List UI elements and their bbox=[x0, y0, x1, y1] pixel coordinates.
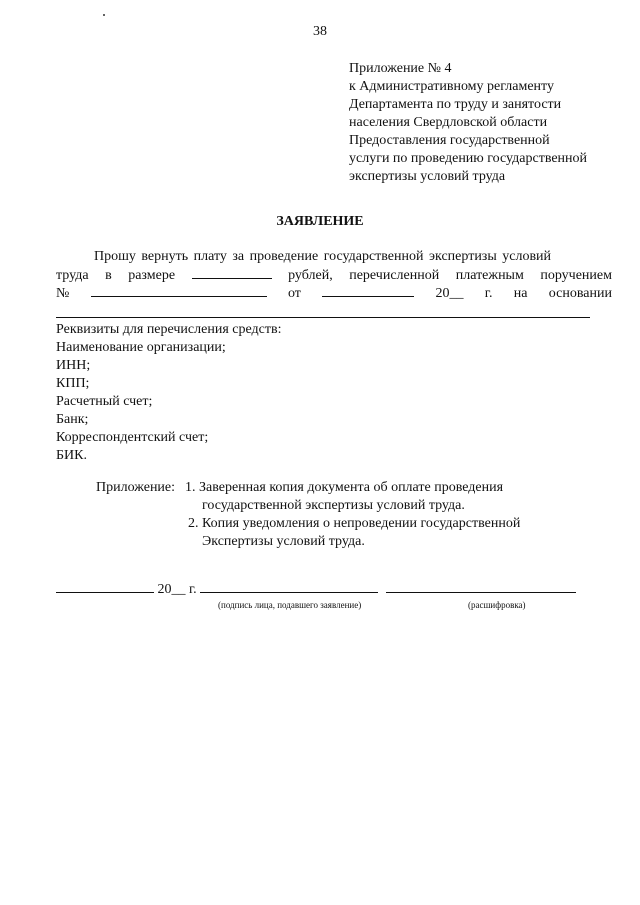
request-word: в bbox=[105, 268, 112, 283]
attachment-item: Экспертизы условий труда. bbox=[202, 534, 365, 549]
details-line: КПП; bbox=[56, 376, 90, 391]
appendix-line: Предоставления государственной bbox=[349, 133, 550, 148]
signature-blank[interactable] bbox=[200, 580, 378, 593]
attachment-item: государственной экспертизы условий труда. bbox=[202, 498, 465, 513]
basis-blank-line[interactable] bbox=[56, 317, 590, 318]
decoding-caption: (расшифровка) bbox=[468, 600, 526, 610]
details-line: Наименование организации; bbox=[56, 340, 226, 355]
details-line: ИНН; bbox=[56, 358, 91, 373]
attachments-list bbox=[185, 479, 520, 551]
details-line: БИК. bbox=[56, 448, 87, 463]
appendix-line: Департамента по труду и занятости bbox=[349, 97, 562, 112]
from-word: от bbox=[287, 286, 301, 301]
details-line: Реквизиты для перечисления средств: bbox=[56, 322, 282, 337]
signature-g: г. bbox=[189, 582, 197, 597]
appendix-line: экспертизы условий труда bbox=[349, 169, 506, 184]
attachment-item: 2. Копия уведомления о непроведении государственной bbox=[188, 516, 521, 531]
request-word: размере bbox=[128, 268, 176, 283]
request-word: платежным bbox=[455, 268, 524, 283]
attachment-item: 1. Заверенная копия документа об оплате проведения bbox=[185, 480, 504, 495]
details-line: Расчетный счет; bbox=[56, 394, 153, 409]
request-line-3 bbox=[56, 284, 612, 303]
appendix-line: услуги по проведению государственной bbox=[349, 151, 588, 166]
bank-details-list bbox=[56, 321, 281, 465]
details-line: Банк; bbox=[56, 412, 89, 427]
basis-word: основании bbox=[548, 286, 612, 301]
year-suffix: г. bbox=[484, 286, 493, 301]
request-word: перечисленной bbox=[349, 268, 440, 283]
payment-order-number-blank[interactable] bbox=[91, 284, 267, 297]
number-sign: № bbox=[56, 286, 70, 301]
payment-date-blank[interactable] bbox=[322, 284, 414, 297]
attachments-label: Приложение: bbox=[96, 480, 176, 495]
signature-row bbox=[56, 580, 576, 598]
appendix-header bbox=[349, 60, 639, 186]
year-prefix: 20__ bbox=[435, 286, 464, 301]
on-word: на bbox=[513, 286, 528, 301]
date-blank[interactable] bbox=[56, 580, 154, 593]
request-word: труда bbox=[56, 268, 89, 283]
appendix-line: населения Свердловской области bbox=[349, 115, 548, 130]
appendix-line: к Административному регламенту bbox=[349, 79, 554, 94]
decoding-blank[interactable] bbox=[386, 580, 576, 593]
amount-blank[interactable] bbox=[192, 266, 272, 279]
document-title: ЗАЯВЛЕНИЕ bbox=[276, 214, 364, 229]
page-number: 38 bbox=[313, 24, 327, 39]
request-line-1 bbox=[56, 248, 612, 266]
signature-year: 20__ bbox=[157, 582, 186, 597]
details-line: Корреспондентский счет; bbox=[56, 430, 209, 445]
request-word: поручением bbox=[540, 268, 612, 283]
request-word: рублей, bbox=[288, 268, 333, 283]
request-text: Прошу вернуть плату за проведение государственной экспертизы условий bbox=[94, 249, 552, 264]
request-line-2 bbox=[56, 266, 612, 285]
scan-dot-mark bbox=[103, 14, 105, 16]
signature-caption: (подпись лица, подавшего заявление) bbox=[218, 600, 362, 610]
appendix-line: Приложение № 4 bbox=[349, 61, 452, 76]
